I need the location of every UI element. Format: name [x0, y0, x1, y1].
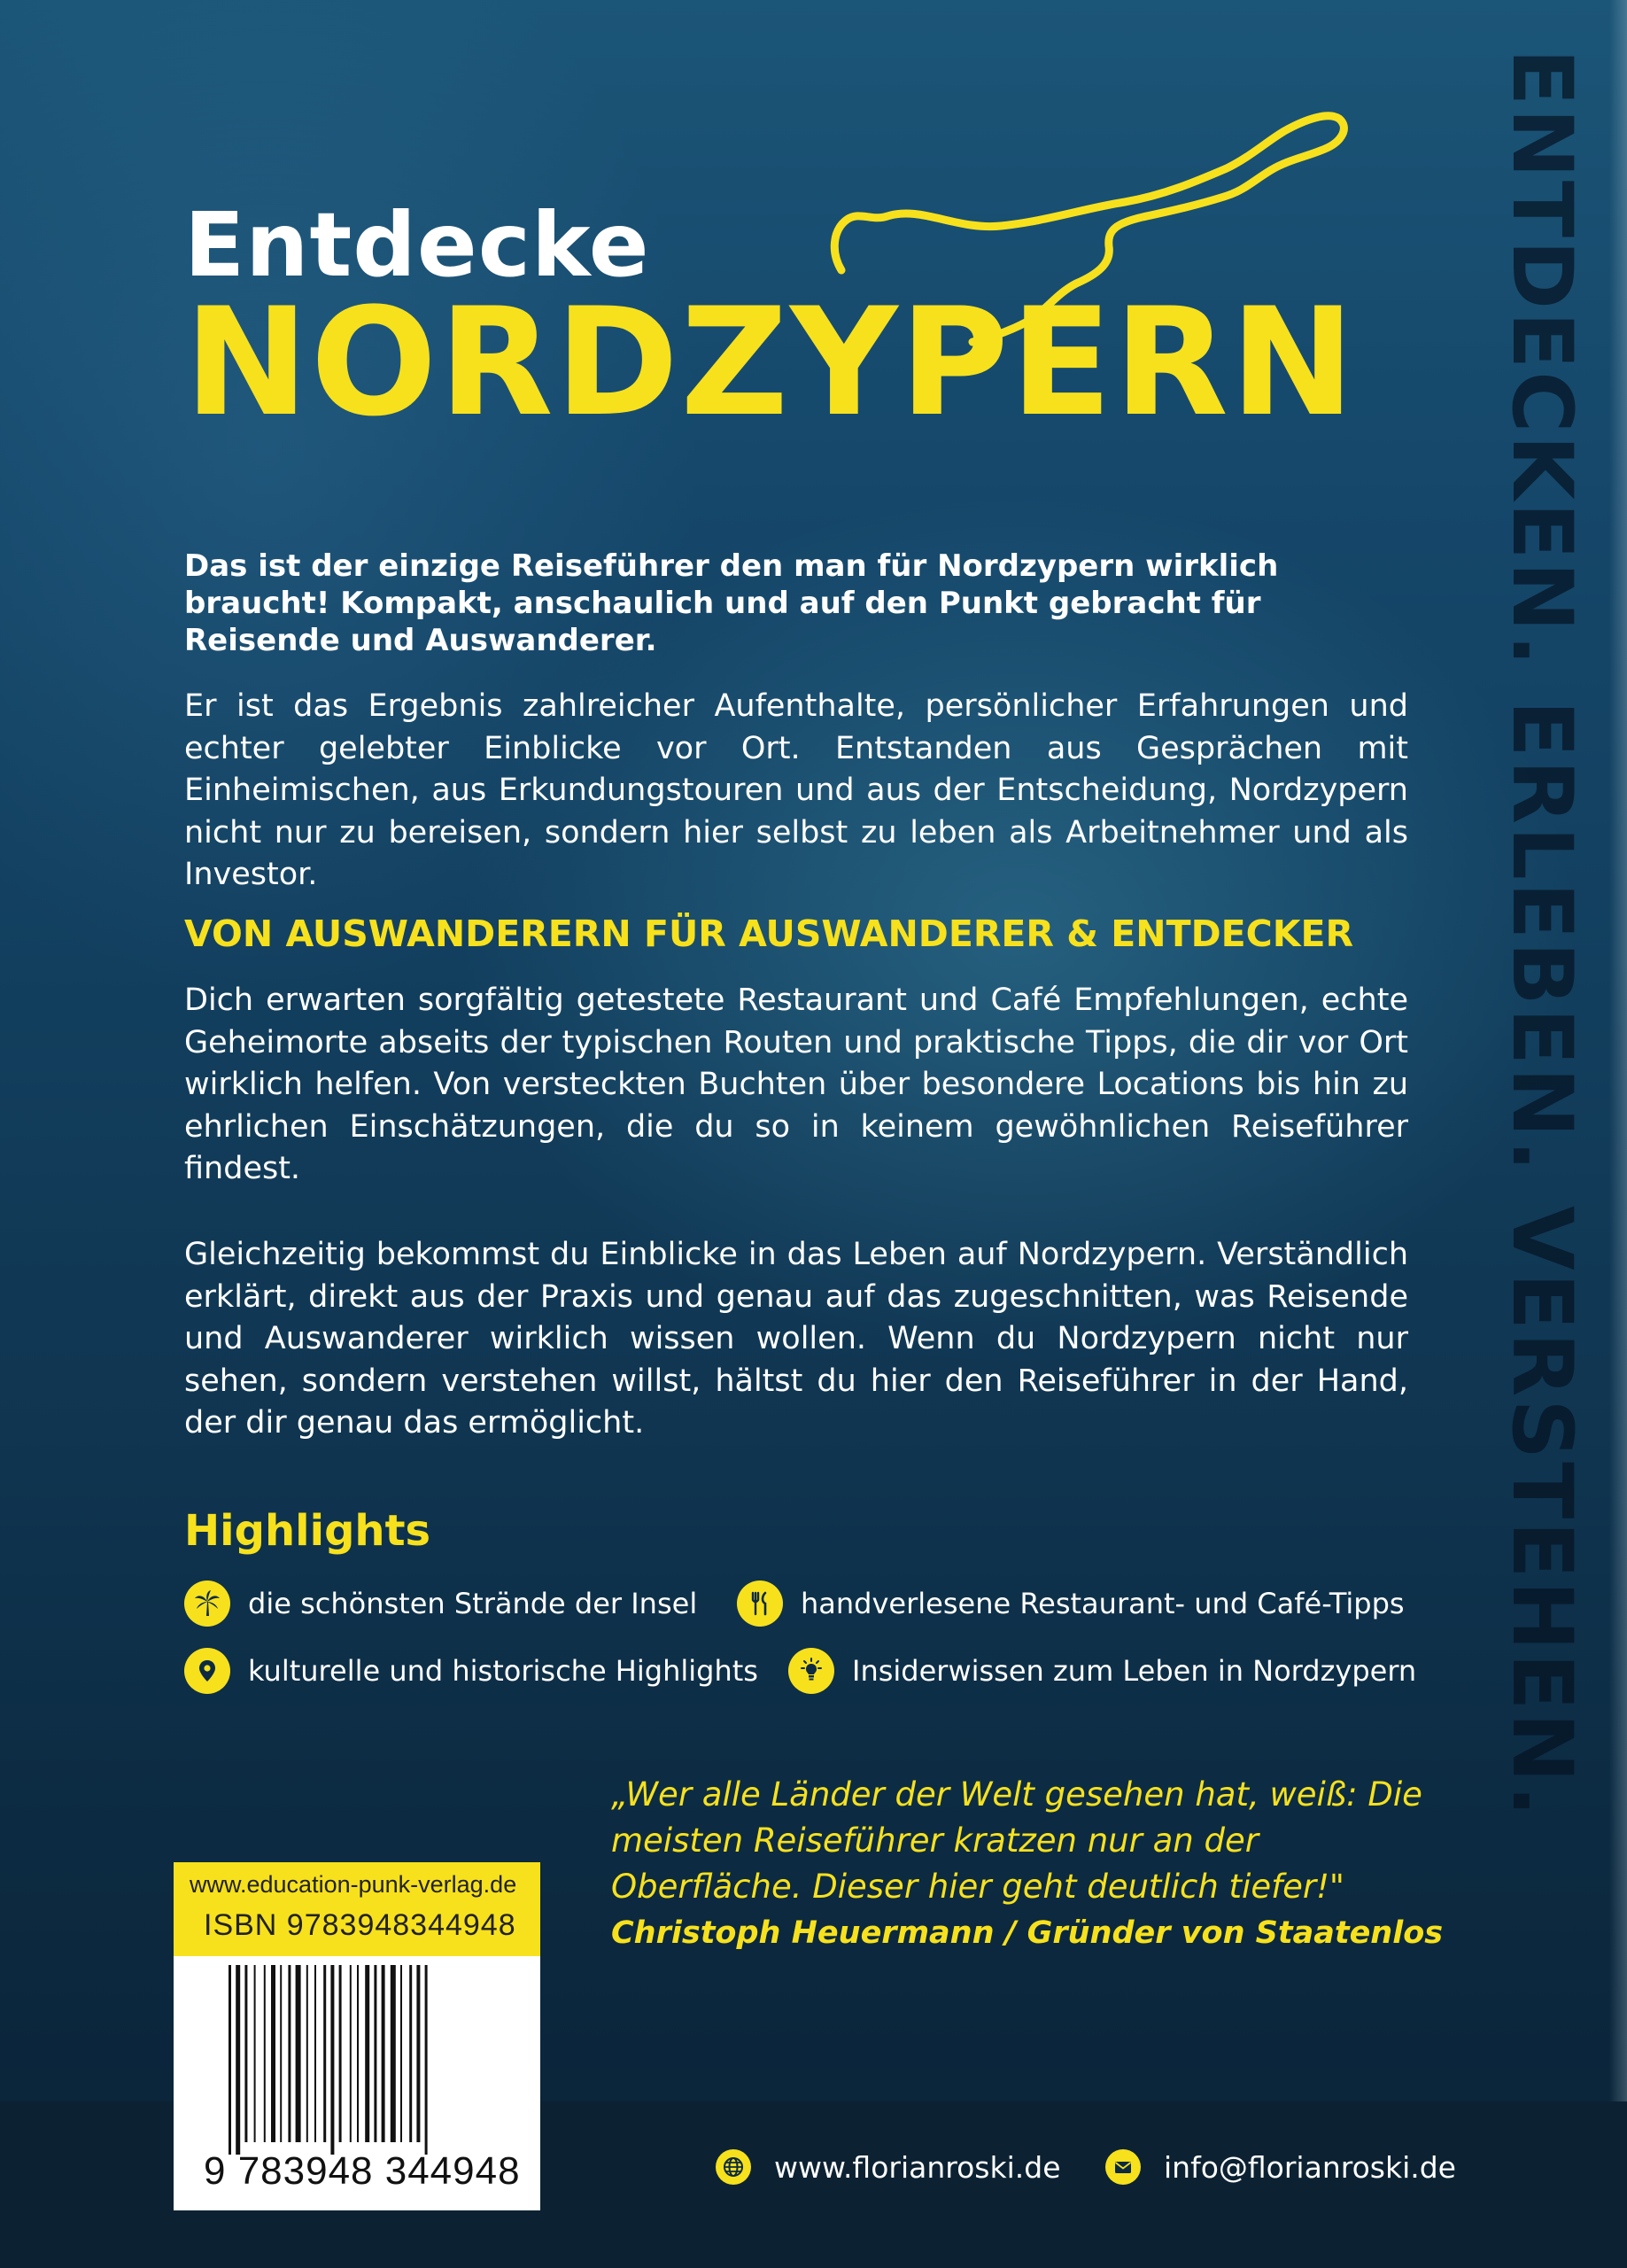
barcode-bar — [416, 1965, 420, 2142]
section-heading: VON AUSWANDERERN FÜR AUSWANDERER & ENTDECKER — [184, 913, 1354, 955]
barcode-digits: 9 783948 344948 — [204, 2149, 521, 2193]
testimonial-quote: „Wer alle Länder der Welt gesehen hat, weiß: Die meisten Reiseführer kratzen nur an der Oberfläche. Dieser hier geht deutlich tiefer!" — [611, 1775, 1422, 1906]
website-link[interactable]: www.florianroski.de — [774, 2149, 1061, 2185]
barcode-bar — [391, 1965, 396, 2142]
highlight-item — [737, 1581, 1405, 1627]
testimonial-author: Christoph Heuermann / Gründer von Staatenlos — [611, 1915, 1444, 1951]
envelope-icon — [1105, 2149, 1141, 2185]
highlight-item — [788, 1648, 1416, 1694]
highlight-item — [184, 1581, 697, 1627]
barcode-bar — [236, 1965, 240, 2155]
barcode-bar — [365, 1965, 369, 2142]
barcode-bar — [339, 1965, 342, 2142]
title-line-2: NORDZYPERN — [184, 276, 1357, 449]
barcode-bar — [382, 1965, 385, 2142]
email-link[interactable]: info@florianroski.de — [1164, 2149, 1456, 2185]
barcode-bar — [409, 1965, 412, 2142]
highlight-text: Insiderwissen zum Leben in Nordzypern — [852, 1654, 1417, 1688]
vertical-slogan: ENTDECKEN. ERLEBEN. VERSTEHEN. — [1493, 49, 1590, 1820]
barcode-bar — [330, 1965, 334, 2155]
isbn-label: ISBN 9783948344948 — [204, 1908, 516, 1942]
lightbulb-icon — [788, 1648, 834, 1694]
barcode-area — [174, 1956, 540, 2210]
barcode-bar — [288, 1965, 291, 2142]
barcode-bar — [229, 1965, 231, 2155]
email-contact[interactable] — [1105, 2149, 1456, 2185]
highlight-text: kulturelle und historische Highlights — [248, 1654, 758, 1688]
intro-text: Das ist der einzige Reiseführer den man für Nordzypern wirklich braucht! Kompakt, anschaulich und auf den Punkt gebracht für Reisende und Auswanderer. — [184, 548, 1279, 658]
barcode-bar — [357, 1965, 359, 2142]
isbn-barcode-box — [174, 1862, 540, 2210]
highlight-text: die schönsten Strände der Insel — [248, 1587, 698, 1620]
barcode-bar — [350, 1965, 352, 2142]
title-line-1: Entdecke — [184, 193, 650, 297]
barcode-bar — [400, 1965, 402, 2142]
palm-tree-icon — [184, 1581, 230, 1627]
barcode-bar — [374, 1965, 376, 2142]
barcode-bar — [280, 1965, 282, 2142]
paragraph-3: Gleichzeitig bekommst du Einblicke in das Leben auf Nordzypern. Verständlich erklärt, direkt aus der Praxis und genau auf das zugeschnitten, was Reisende und Auswanderer wirklich wissen wollen. Wenn du Nordzypern nicht nur sehen, sondern verstehen willst, hältst du hier den Reiseführer in der Hand, der dir genau das ermöglicht. — [184, 1237, 1408, 1441]
highlight-text: handverlesene Restaurant- und Café-Tipps — [801, 1587, 1405, 1620]
barcode-bar — [254, 1965, 256, 2142]
barcode-bar — [271, 1965, 275, 2142]
spine-edge — [1609, 0, 1627, 2268]
website-contact[interactable] — [716, 2149, 1061, 2185]
paragraph-1: Er ist das Ergebnis zahlreicher Aufenthalte, persönlicher Erfahrungen und echter gelebter Einblicke vor Ort. Entstanden aus Gesprächen mit Einheimischen, aus Erkundungstouren und aus der Entscheidung, Nordzypern nicht nur zu bereisen, sondern hier selbst zu leben als Arbeitnehmer und als Investor. — [184, 688, 1408, 892]
barcode-bar — [323, 1965, 326, 2142]
barcode-bar — [296, 1965, 301, 2142]
barcode-bar — [314, 1965, 316, 2142]
barcode-bar — [264, 1965, 266, 2142]
globe-icon — [716, 2149, 751, 2185]
cutlery-icon — [737, 1581, 783, 1627]
highlights-title: Highlights — [184, 1506, 431, 1556]
barcode-bar — [244, 1965, 247, 2142]
barcode-bar — [306, 1965, 308, 2142]
highlight-item — [184, 1648, 758, 1694]
barcode-bar — [425, 1965, 428, 2155]
publisher-band — [174, 1862, 540, 1956]
paragraph-2: Dich erwarten sorgfältig getestete Restaurant und Café Empfehlungen, echte Geheimorte abseits der typischen Routen und praktische Tipps, die dir vor Ort wirklich helfen. Von versteckten Buchten über besondere Locations bis hin zu ehrlichen Einschätzungen, die du so in keinem gewöhnlichen Reiseführer findest. — [184, 983, 1408, 1186]
publisher-url: www.education-punk-verlag.de — [190, 1871, 517, 1898]
location-pin-icon — [184, 1648, 230, 1694]
